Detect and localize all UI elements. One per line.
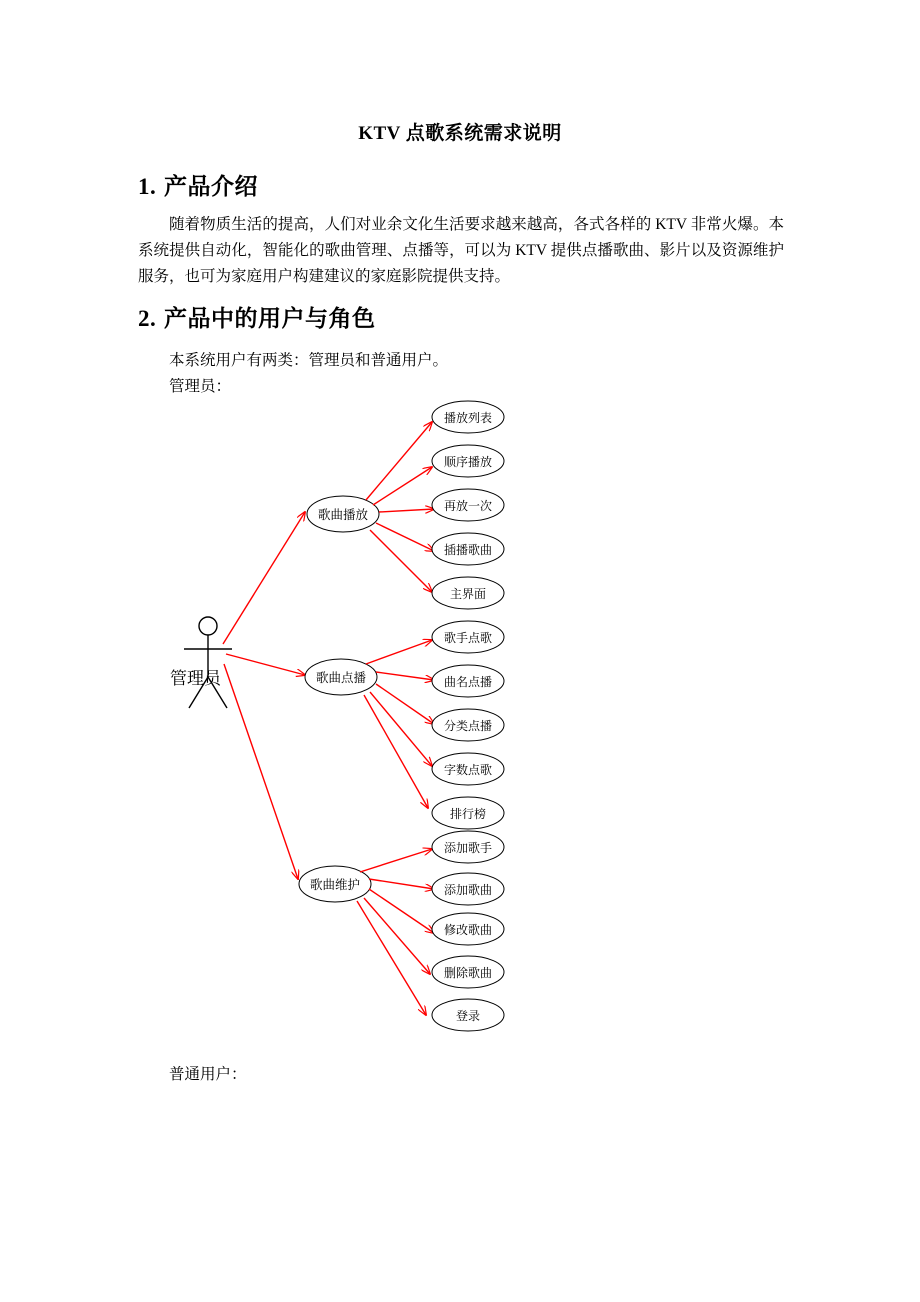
- svg-text:歌手点歌: 歌手点歌: [443, 631, 493, 645]
- svg-text:歌曲维护: 歌曲维护: [309, 878, 361, 892]
- svg-text:播放列表: 播放列表: [443, 411, 493, 425]
- svg-text:修改歌曲: 修改歌曲: [443, 923, 493, 937]
- svg-text:歌曲播放: 歌曲播放: [317, 508, 369, 522]
- svg-text:歌曲点播: 歌曲点播: [315, 671, 367, 685]
- svg-text:顺序播放: 顺序播放: [443, 455, 493, 469]
- svg-text:登录: 登录: [455, 1009, 481, 1023]
- usecase-group-1: [307, 496, 379, 532]
- svg-text:再放一次: 再放一次: [443, 499, 493, 513]
- usecase-leaf-group-3: [432, 831, 504, 1031]
- paragraph-admin-label: 管理员：: [169, 378, 232, 395]
- svg-text:主界面: 主界面: [449, 587, 487, 601]
- svg-text:字数点歌: 字数点歌: [443, 763, 493, 777]
- section-title-2: 产品中的用户与角色: [164, 306, 376, 331]
- svg-text:曲名点播: 曲名点播: [443, 675, 493, 689]
- usecase-diagram: [138, 392, 784, 1052]
- section-number-1: 1.: [138, 174, 157, 199]
- svg-text:添加歌曲: 添加歌曲: [443, 883, 493, 897]
- svg-text:添加歌手: 添加歌手: [443, 841, 493, 855]
- section-title-1: 产品介绍: [164, 174, 258, 199]
- section-heading-2: [138, 300, 376, 333]
- svg-text:分类点播: 分类点播: [443, 719, 493, 733]
- section-number-2: 2.: [138, 306, 157, 331]
- usecase-leaf-group-1: [432, 401, 504, 609]
- usecase-leaf-group-2: [432, 621, 504, 829]
- svg-text:插播歌曲: 插播歌曲: [443, 543, 493, 557]
- page-title: KTV 点歌系统需求说明: [358, 123, 562, 144]
- actor-label: 管理员: [170, 669, 221, 688]
- paragraph-product-intro: 随着物质生活的提高，人们对业余文化生活要求越来越高，各式各样的 KTV 非常火爆。本系统提供自动化，智能化的歌曲管理、点播等，可以为 KTV 提供点播歌曲、影片以及资源维护服务，也可为家庭用户构建建议的家庭影院提供支持。: [138, 216, 784, 285]
- paragraph-normal-user-label: 普通用户：: [169, 1066, 247, 1083]
- actor-admin: [184, 617, 232, 708]
- svg-text:删除歌曲: 删除歌曲: [443, 966, 493, 980]
- section-heading-1: [138, 168, 258, 201]
- svg-text:排行榜: 排行榜: [449, 807, 487, 821]
- paragraph-user-types: 本系统用户有两类：管理员和普通用户。: [169, 352, 449, 369]
